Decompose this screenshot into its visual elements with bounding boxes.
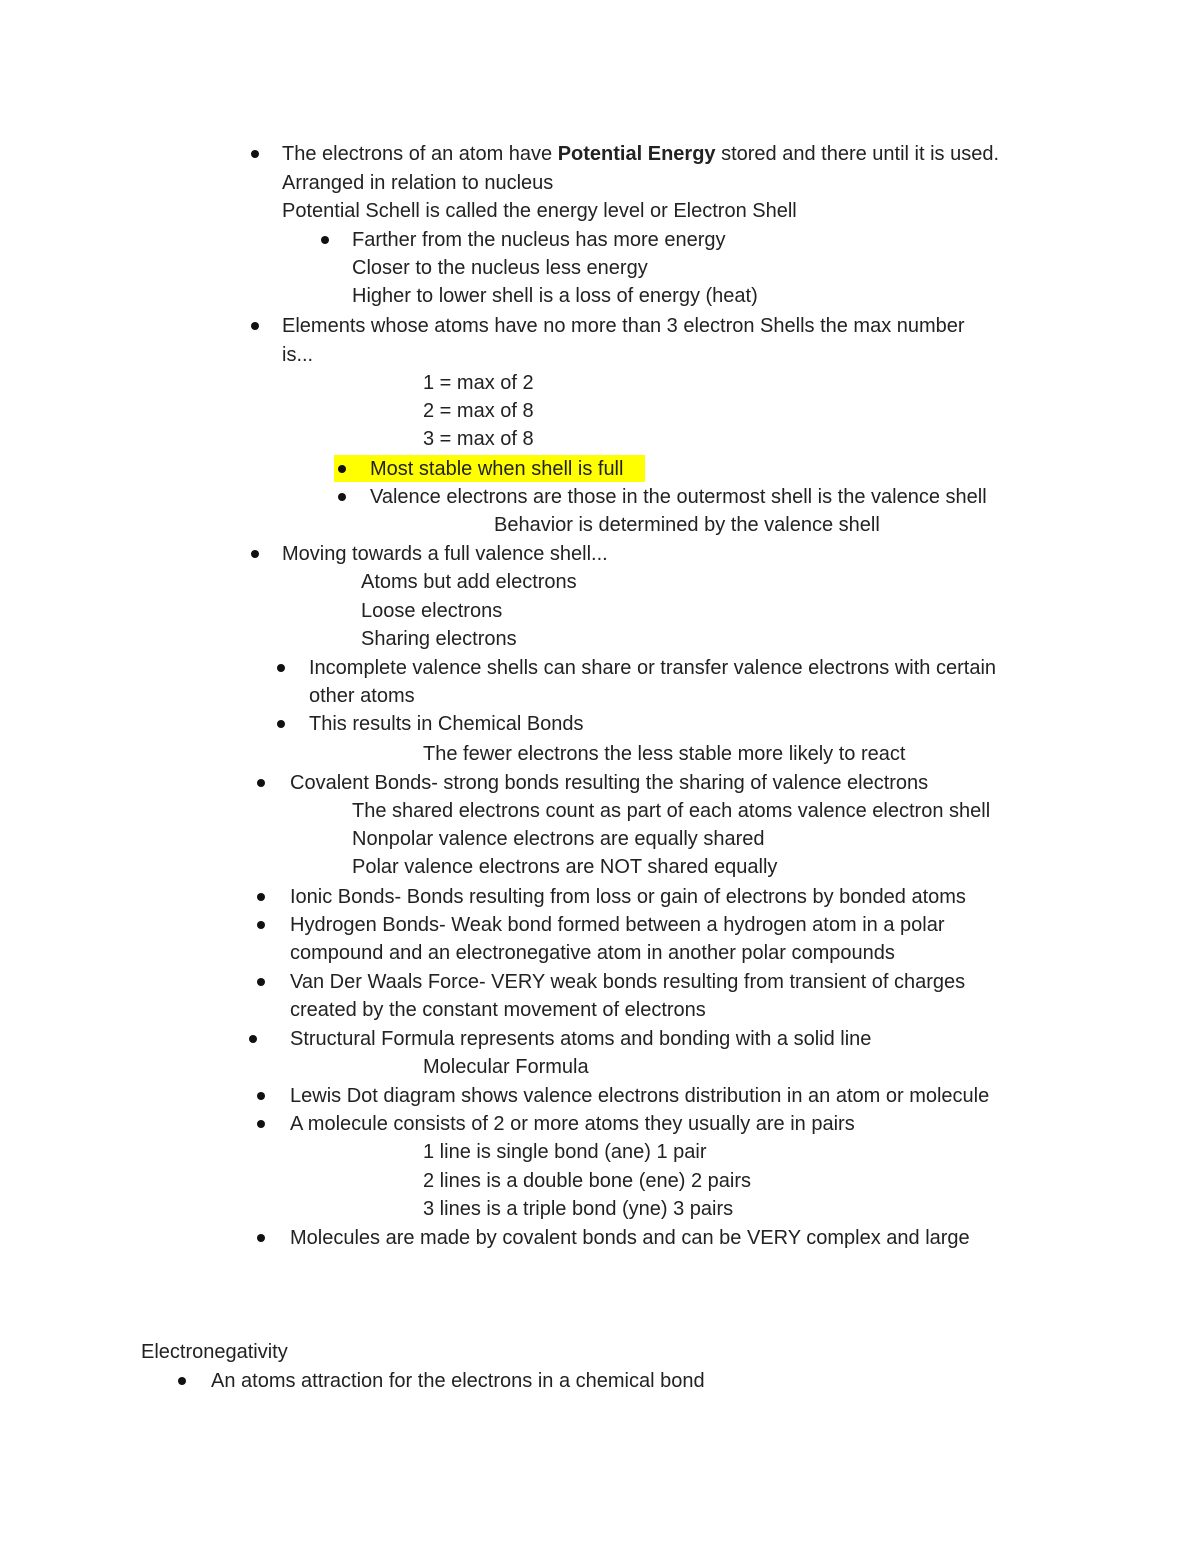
note-line: 3 lines is a triple bond (yne) 3 pairs (423, 1198, 734, 1220)
note-line: Hydrogen Bonds- Weak bond formed between a hydrogen atom in a polar (290, 914, 945, 936)
note-line: Atoms but add electrons (361, 571, 577, 593)
bullet-icon (257, 921, 265, 929)
note-line: Potential Schell is called the energy level or Electron Shell (282, 200, 797, 222)
note-line: Nonpolar valence electrons are equally shared (352, 828, 765, 850)
note-line: 3 = max of 8 (423, 428, 534, 450)
note-line: The electrons of an atom have Potential Energy stored and there until it is used. (282, 143, 1000, 165)
note-line: Sharing electrons (361, 628, 517, 650)
bullet-icon (277, 720, 285, 728)
note-line: Polar valence electrons are NOT shared equally (352, 856, 778, 878)
note-line: Arranged in relation to nucleus (282, 172, 554, 194)
note-line: Closer to the nucleus less energy (352, 257, 648, 279)
bullet-icon (338, 465, 346, 473)
bullet-icon (338, 493, 346, 501)
note-line: A molecule consists of 2 or more atoms they usually are in pairs (290, 1113, 855, 1135)
note-line: Lewis Dot diagram shows valence electrons distribution in an atom or molecule (290, 1085, 990, 1107)
bullet-icon (257, 1120, 265, 1128)
note-line: Higher to lower shell is a loss of energy (heat) (352, 285, 758, 307)
note-line: Ionic Bonds- Bonds resulting from loss or gain of electrons by bonded atoms (290, 886, 966, 908)
note-line: compound and an electronegative atom in another polar compounds (290, 942, 895, 964)
bullet-icon (249, 1035, 257, 1043)
note-line: 2 = max of 8 (423, 400, 534, 422)
note-line: Behavior is determined by the valence shell (494, 514, 880, 536)
bullet-icon (321, 236, 329, 244)
note-line: Molecular Formula (423, 1056, 589, 1078)
note-line: 2 lines is a double bone (ene) 2 pairs (423, 1170, 751, 1192)
bold-term: Potential Energy (557, 143, 716, 165)
note-line: Incomplete valence shells can share or transfer valence electrons with certain (309, 657, 997, 679)
note-line: The fewer electrons the less stable more likely to react (423, 743, 906, 765)
bullet-icon (251, 150, 259, 158)
section-heading: Electronegativity (141, 1341, 288, 1363)
note-line: An atoms attraction for the electrons in a chemical bond (211, 1370, 705, 1392)
note-line: created by the constant movement of electrons (290, 999, 706, 1021)
note-line: 1 line is single bond (ane) 1 pair (423, 1141, 707, 1163)
note-line: is... (282, 344, 314, 366)
note-line: 1 = max of 2 (423, 372, 534, 394)
note-line: Loose electrons (361, 600, 503, 622)
note-line: Valence electrons are those in the outermost shell is the valence shell (370, 486, 987, 508)
bullet-icon (257, 1092, 265, 1100)
note-line-highlighted: Most stable when shell is full (370, 458, 624, 480)
note-line: This results in Chemical Bonds (309, 713, 584, 735)
bullet-icon (178, 1377, 186, 1385)
note-line: Moving towards a full valence shell... (282, 543, 608, 565)
bullet-icon (257, 779, 265, 787)
note-line: other atoms (309, 685, 415, 707)
note-line: Covalent Bonds- strong bonds resulting the sharing of valence electrons (290, 772, 929, 794)
bullet-icon (257, 1234, 265, 1242)
bullet-icon (251, 322, 259, 330)
bullet-icon (257, 978, 265, 986)
note-line: Molecules are made by covalent bonds and can be VERY complex and large (290, 1227, 970, 1249)
bullet-icon (257, 893, 265, 901)
bullet-icon (251, 550, 259, 558)
note-line: Elements whose atoms have no more than 3 electron Shells the max number (282, 315, 965, 337)
note-line: The shared electrons count as part of each atoms valence electron shell (352, 800, 991, 822)
note-line: Van Der Waals Force- VERY weak bonds resulting from transient of charges (290, 971, 966, 993)
note-line: Farther from the nucleus has more energy (352, 229, 726, 251)
note-line: Structural Formula represents atoms and bonding with a solid line (290, 1028, 872, 1050)
bullet-icon (277, 664, 285, 672)
